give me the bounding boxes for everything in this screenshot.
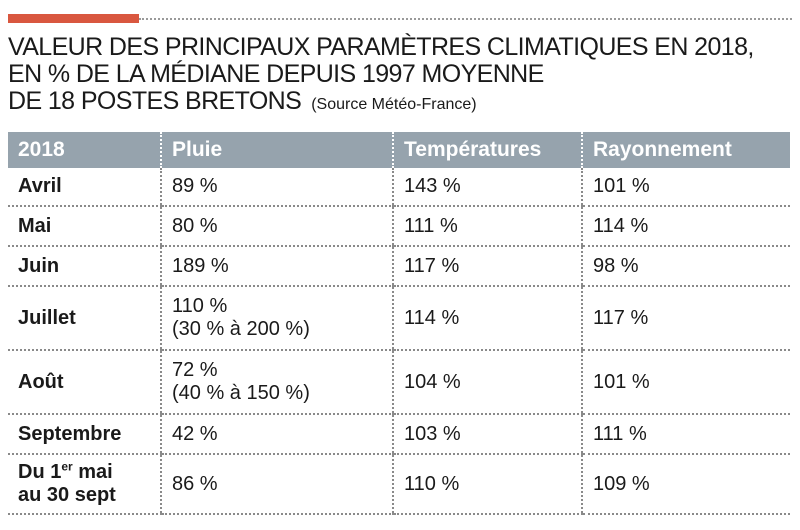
cell-rayonnement: 101 % <box>582 350 790 414</box>
cell-pluie <box>161 350 393 414</box>
table-row <box>8 206 790 246</box>
row-label-line-1 <box>18 461 150 484</box>
row-label <box>8 454 161 514</box>
row-label-sup: er <box>61 459 73 474</box>
cell-rayonnement: 117 % <box>582 286 790 350</box>
row-label: Septembre <box>8 414 161 454</box>
pluie-value: 72 % <box>172 359 218 381</box>
cell-temperatures: 110 % <box>393 454 582 514</box>
row-label: Juillet <box>8 286 161 350</box>
cell-rayonnement: 101 % <box>582 168 790 206</box>
pluie-range: (40 % à 150 %) <box>172 382 310 404</box>
source-note: (Source Météo-France) <box>311 96 477 113</box>
cell-temperatures: 114 % <box>393 286 582 350</box>
pluie-value: 110 % <box>172 295 228 317</box>
cell-pluie <box>161 286 393 350</box>
title-line-3 <box>8 88 792 118</box>
cell-temperatures: 103 % <box>393 414 582 454</box>
top-rule <box>8 10 792 24</box>
row-label: Août <box>8 350 161 414</box>
table-header-row <box>8 132 790 168</box>
header-year: 2018 <box>8 132 161 168</box>
cell-pluie: 89 % <box>161 168 393 206</box>
cell-rayonnement: 114 % <box>582 206 790 246</box>
cell-rayonnement: 109 % <box>582 454 790 514</box>
cell-pluie: 42 % <box>161 414 393 454</box>
title-line-1: VALEUR DES PRINCIPAUX PARAMÈTRES CLIMATIQUES EN 2018, <box>8 33 754 61</box>
table-row <box>8 286 790 350</box>
header-rayonnement: Rayonnement <box>582 132 790 168</box>
climate-table <box>8 132 790 515</box>
dotted-rule <box>139 18 792 20</box>
row-label: Mai <box>8 206 161 246</box>
cell-pluie: 86 % <box>161 454 393 514</box>
cell-pluie: 80 % <box>161 206 393 246</box>
table-row-total <box>8 454 790 514</box>
table-row <box>8 246 790 286</box>
title-line-3-text: DE 18 POSTES BRETONS <box>8 87 302 115</box>
accent-bar <box>8 14 139 23</box>
row-label-part-2: mai <box>72 461 113 483</box>
table-row <box>8 350 790 414</box>
cell-temperatures: 111 % <box>393 206 582 246</box>
header-temperatures: Températures <box>393 132 582 168</box>
cell-pluie: 189 % <box>161 246 393 286</box>
cell-temperatures: 104 % <box>393 350 582 414</box>
cell-rayonnement: 98 % <box>582 246 790 286</box>
header-pluie: Pluie <box>161 132 393 168</box>
cell-rayonnement: 111 % <box>582 414 790 454</box>
row-label: Avril <box>8 168 161 206</box>
row-label-part-1: Du 1 <box>18 461 62 483</box>
cell-temperatures: 117 % <box>393 246 582 286</box>
pluie-range: (30 % à 200 %) <box>172 318 310 340</box>
row-label: Juin <box>8 246 161 286</box>
cell-temperatures: 143 % <box>393 168 582 206</box>
page-title <box>8 34 792 118</box>
row-label-line-2: au 30 sept <box>18 484 116 506</box>
title-line-2: EN % DE LA MÉDIANE DEPUIS 1997 MOYENNE <box>8 60 544 88</box>
table-row <box>8 414 790 454</box>
table-row <box>8 168 790 206</box>
